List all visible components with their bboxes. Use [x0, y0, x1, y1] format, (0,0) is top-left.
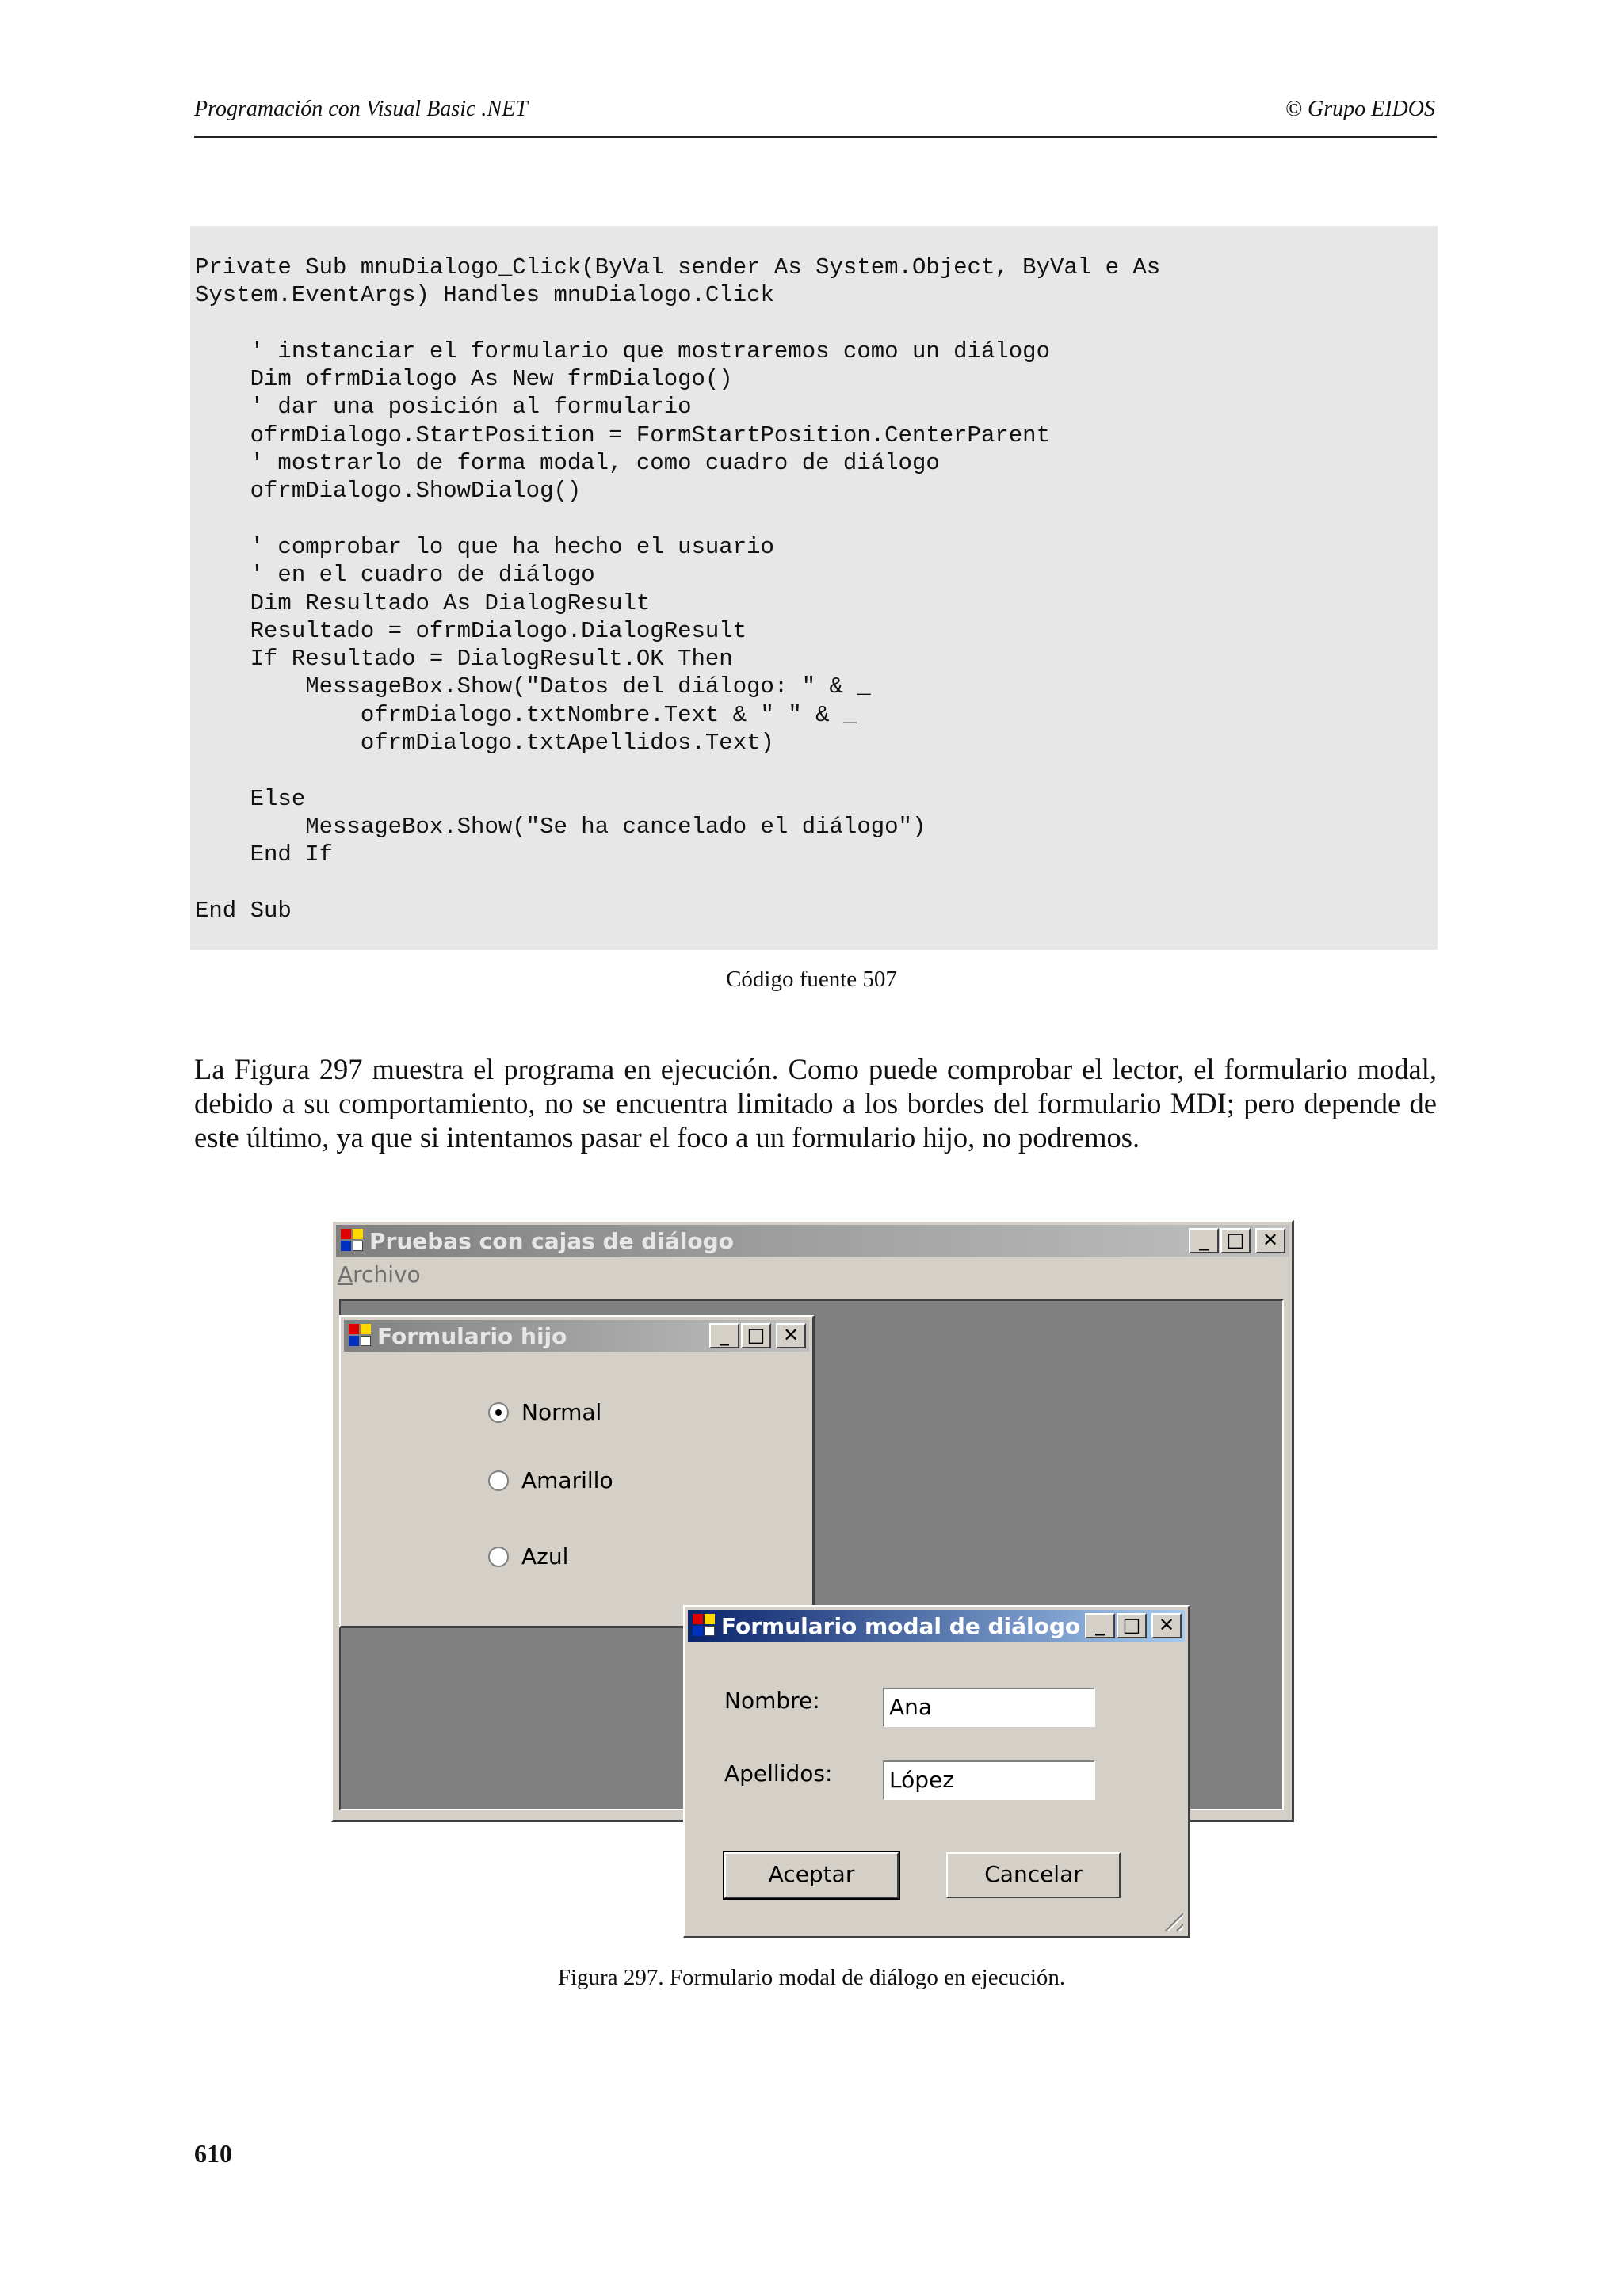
radio-amarillo[interactable] — [488, 1467, 613, 1493]
nombre-label: Nombre: — [724, 1688, 820, 1714]
child-window-title: Formulario hijo — [377, 1322, 567, 1349]
radio-azul-indicator — [488, 1547, 509, 1567]
modal-dialog-title: Formulario modal de diálogo — [721, 1612, 1081, 1639]
menu-archivo-mnemonic: A — [338, 1261, 353, 1287]
modal-close-button[interactable]: ✕ — [1151, 1613, 1182, 1638]
app-icon — [341, 1229, 365, 1253]
radio-amarillo-indicator — [488, 1470, 509, 1491]
running-header-title: Programación con Visual Basic .NET — [194, 97, 528, 121]
child-window-titlebar[interactable] — [344, 1320, 809, 1352]
apellidos-label: Apellidos: — [724, 1760, 833, 1787]
menu-archivo-label: rchivo — [353, 1261, 421, 1287]
radio-azul-label: Azul — [521, 1543, 569, 1569]
figure-caption: Figura 297. Formulario modal de diálogo en ejecución. — [557, 1965, 1066, 1990]
resize-grip-icon[interactable] — [1159, 1907, 1183, 1931]
body-paragraph: La Figura 297 muestra el programa en ejecución. Como puede comprobar el lector, el formulario modal, debido a su comportamiento, no se encuentra limitado a los bordes del formulario MDI; pero depende de este último, ya que si intentamos pasar el foco a un formulario hijo, no podremos. — [194, 1053, 1437, 1154]
main-window-title: Pruebas con cajas de diálogo — [369, 1227, 734, 1254]
radio-normal[interactable] — [488, 1399, 601, 1425]
radio-azul[interactable] — [488, 1543, 568, 1569]
child-maximize-button[interactable]: □ — [741, 1323, 771, 1348]
modal-minimize-button[interactable]: _ — [1085, 1613, 1115, 1638]
header-rule — [194, 136, 1437, 138]
modal-dialog — [683, 1605, 1190, 1938]
radio-normal-indicator — [488, 1402, 509, 1423]
modal-dialog-titlebar[interactable] — [688, 1610, 1185, 1642]
code-text: Private Sub mnuDialogo_Click(ByVal sender As System.Object, ByVal e As System.EventArgs) Handles mnuDialogo.Click ' instanciar el formulario que mostraremos como un diálogo Dim ofrmDialogo As New frmDialogo() ' dar una posición al formulario ofrmDialogo.StartPosition = FormStartPosition.CenterParent ' mostrarlo de forma modal, como cuadro de diálogo ofrmDialogo.ShowDialog() ' comprobar lo que ha hecho el usuario ' en el cuadro de diálogo Dim Resultado As DialogResult Resultado = ofrmDialogo.DialogResult If Resultado = DialogResult.OK Then MessageBox.Show("Datos del diálogo: " & _ ofrmDialogo.txtNombre.Text & " " & _ ofrmDialogo.txtApellidos.Text) Else MessageBox.Show("Se ha cancelado el diálogo") End If End Sub — [195, 254, 1161, 924]
page-number: 610 — [194, 2139, 232, 2168]
modal-maximize-button[interactable]: □ — [1117, 1613, 1147, 1638]
minimize-button[interactable]: _ — [1189, 1228, 1219, 1253]
main-window-titlebar[interactable] — [336, 1225, 1289, 1257]
child-window — [339, 1315, 815, 1628]
aceptar-button[interactable]: Aceptar — [724, 1852, 899, 1898]
radio-normal-label: Normal — [521, 1399, 602, 1425]
cancelar-button[interactable]: Cancelar — [946, 1852, 1121, 1898]
modal-app-icon — [693, 1614, 716, 1638]
code-listing — [190, 226, 1438, 950]
radio-amarillo-label: Amarillo — [521, 1467, 613, 1493]
code-caption: Código fuente 507 — [726, 967, 897, 992]
running-header-publisher: © Grupo EIDOS — [1285, 97, 1435, 121]
child-close-button[interactable]: ✕ — [776, 1323, 806, 1348]
apellidos-input[interactable]: López — [883, 1760, 1095, 1800]
close-button[interactable]: ✕ — [1255, 1228, 1285, 1253]
menu-archivo[interactable] — [338, 1261, 421, 1287]
child-minimize-button[interactable]: _ — [709, 1323, 739, 1348]
nombre-input[interactable]: Ana — [883, 1688, 1095, 1727]
maximize-button[interactable]: □ — [1220, 1228, 1251, 1253]
child-app-icon — [349, 1324, 372, 1348]
